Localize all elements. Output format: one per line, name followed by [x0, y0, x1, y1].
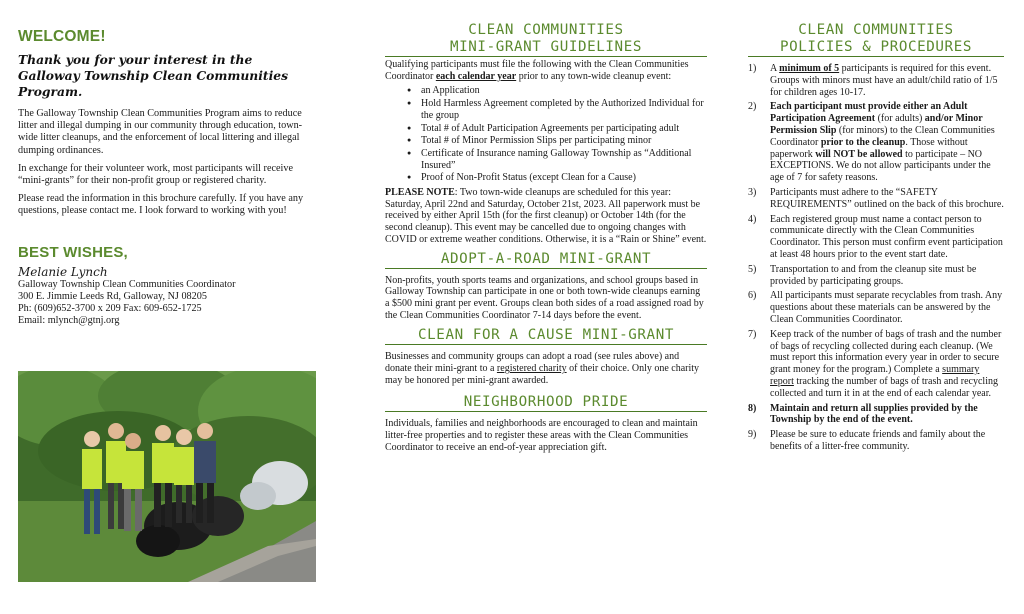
guidelines-intro-emphasis: each calendar year [435, 70, 517, 82]
list-item: ● an Application [407, 85, 707, 97]
item-number: 9) [748, 429, 757, 441]
guidelines-column [385, 22, 707, 614]
cause-text-c: of their choice. Only one charity may be honored per mini-grant awarded. [385, 363, 700, 386]
guidelines-intro-c: prior to any town-wide cleanup event: [516, 70, 672, 82]
list-item: ● Hold Harmless Agreement completed by the Authorized Individual for the group [407, 98, 707, 121]
item-number: 2) [748, 101, 757, 113]
guidelines-intro-a: Qualifying participants must file the following with the Clean Communities Coordinator [385, 59, 689, 82]
list-item: 2) Each participant must provide either an Adult Participation Agreement (for adults) and/or Minor Permission Slip (for minors) to the Clean Communities Coordinator prior to the cleanup. Those without paperwork will NOT be allowed to participate – NO EXCEPTIONS. We do not allow participants under the age of 7 for safety reasons. [748, 101, 995, 184]
list-item: 3) Participants must adhere to the “SAFETY REQUIREMENTS” outlined on the back of this brochure. [748, 186, 1004, 210]
policies-list [748, 63, 1004, 453]
list-item: 7) Keep track of the number of bags of trash and the number of bags of recycling collected during each cleanup. (We must report this information every year in order to secure grant money for the program.) Complete a summary report tracking the number of bags of trash and recycling collected and turn it in at the end of each calendar year. [748, 328, 1002, 399]
list-item: ● Proof of Non-Profit Status (except Clean for a Cause) [407, 172, 707, 184]
list-item: 5) Transportation to and from the cleanup site must be provided by participating groups. [748, 263, 977, 287]
contact-address: 300 E. Jimmie Leeds Rd, Galloway, NJ 08205 [18, 290, 207, 302]
please-note-text: : Two town-wide cleanups are scheduled for this year: Saturday, April 22nd and Saturday, October 21st, 2023. All paperwork must be received by either April 15th (for the first cleanup) or October 14th (for the second cleanup). This event may be cancelled due to ongoing changes with COVID or extreme weather conditions. Otherwise, it is a “Rain or Shine” event. [385, 187, 707, 245]
policies-column [748, 22, 1004, 614]
list-item: 6) All participants must separate recyclables from trash. Any questions about these materials can be answered by the Clean Communities Coordinator. [748, 290, 1003, 325]
list-item: ● Total # of Adult Participation Agreements per participating adult [407, 123, 707, 135]
volunteers-photo [18, 371, 316, 582]
contact-email[interactable]: Email: mlynch@gtnj.org [18, 315, 120, 327]
volunteers-photo-illustration [18, 371, 316, 582]
list-item: 4) Each registered group must name a contact person to communicate directly with the Clean Communities Coordinator. This person must confirm event participation at least 48 hours prior to the event start date. [748, 213, 1003, 260]
welcome-heading: WELCOME! [18, 28, 106, 45]
summary-report-link[interactable]: summary report [770, 364, 980, 387]
intro-paragraph-3: Please read the information in this brochure carefully. If you have any questions, please contact me. I look forward to working with you! [18, 193, 304, 217]
item-number: 3) [748, 186, 757, 198]
list-item: 9) Please be sure to educate friends and family about the benefits of a litter-free community. [748, 429, 986, 452]
signature-name: Melanie Lynch [18, 264, 108, 279]
contact-title: Galloway Township Clean Communities Coordinator [18, 278, 236, 290]
policies-title-line-2: POLICIES & PROCEDURES [748, 39, 1004, 57]
required-documents-list [407, 85, 707, 184]
item-number: 7) [748, 328, 757, 340]
contact-block [18, 279, 318, 328]
item-number: 5) [748, 263, 757, 275]
guidelines-title-line-2: MINI-GRANT GUIDELINES [385, 39, 707, 57]
guidelines-intro [385, 59, 707, 82]
item-number: 4) [748, 213, 757, 225]
contact-phone: Ph: (609)652-3700 x 209 Fax: 609-652-1725 [18, 303, 202, 315]
item-number: 8) [748, 402, 757, 414]
thank-you-text: Thank you for your interest in the Galloway Township Clean Communities Program. [18, 52, 289, 99]
please-note-paragraph [385, 187, 707, 246]
guidelines-title-line-1: CLEAN COMMUNITIES [468, 22, 624, 38]
neighborhood-pride-title: NEIGHBORHOOD PRIDE [385, 394, 707, 412]
list-item: ● Certificate of Insurance naming Galloway Township as “Additional Insured” [407, 148, 707, 171]
policies-title-line-1: CLEAN COMMUNITIES [798, 22, 954, 38]
clean-for-a-cause-text [385, 351, 707, 386]
list-item: ● Total # of Minor Permission Slips per participating minor [407, 135, 707, 147]
neighborhood-pride-text: Individuals, families and neighborhoods are encouraged to clean and maintain litter-free properties and to register these areas with the Clean Communities Coordinator to receive an end-of-year appreciation gift. [385, 418, 698, 453]
list-item: 8) Maintain and return all supplies provided by the Township by the end of the event. [748, 402, 978, 426]
intro-paragraph-2: In exchange for their volunteer work, most participants will receive “mini-grants” for their non-profit group or registered charity. [18, 162, 293, 187]
adopt-a-road-text: Non-profits, youth sports teams and organizations, and school groups based in Galloway Township can participate in one or both town-wide cleanups earning a $500 mini grant per event. Groups clean both sides of a road assigned road by the Clean Communities Coordinator 7-14 days before the event. [385, 274, 704, 321]
registered-charity-link[interactable]: registered charity [496, 363, 567, 375]
please-note-label: PLEASE NOTE [385, 187, 455, 199]
clean-for-a-cause-title: CLEAN FOR A CAUSE MINI-GRANT [385, 327, 707, 345]
item-number: 6) [748, 290, 757, 302]
minimum-participants: minimum of 5 [779, 63, 840, 74]
adopt-a-road-title: ADOPT-A-ROAD MINI-GRANT [385, 251, 707, 269]
cause-text-a: Businesses and community groups can adopt a road (see rules above) and donate their mini-grant to a [385, 351, 680, 375]
best-wishes-heading: BEST WISHES, [18, 243, 128, 261]
list-item: 1) A minimum of 5 participants is required for this event. Groups with minors must have an adult/child ratio of 1/5 for children ages 10-17. [748, 63, 998, 98]
intro-paragraph-1: The Galloway Township Clean Communities Program aims to reduce litter and illegal dumping in our community through education, town-wide litter cleanups, and the enforcement of local littering and illegal dumping ordinances. [18, 108, 303, 156]
item-number: 1) [748, 63, 757, 74]
